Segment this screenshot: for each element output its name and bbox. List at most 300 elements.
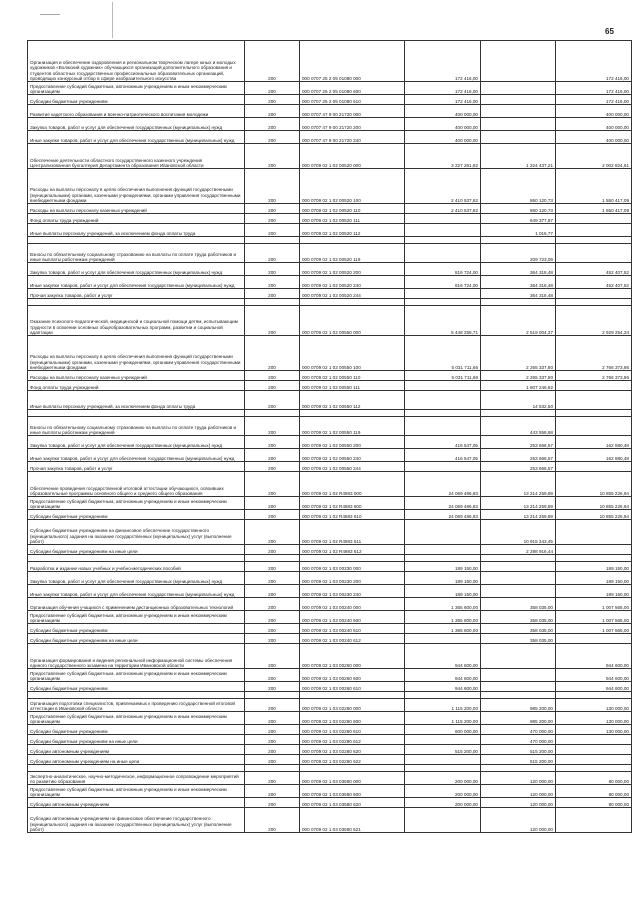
row-budget-code-cell: 000 0709 02 1 02 00520 111	[300, 214, 405, 224]
row-executed-amount-cell: 443 558,68	[481, 417, 556, 436]
row-unexecuted-amount-cell	[556, 391, 632, 410]
row-approved-amount-cell	[405, 520, 481, 545]
table-row	[28, 306, 632, 336]
table-row	[28, 371, 632, 381]
row-approved-amount-cell: 200 000,00	[405, 785, 481, 798]
row-admin-code-cell: 200	[245, 449, 300, 462]
row-admin-code-cell: 200	[245, 436, 300, 449]
table-row	[28, 644, 632, 669]
row-budget-code-cell: 000 0707 47 9 00 21720 000	[300, 105, 405, 118]
table-row	[28, 785, 632, 798]
row-executed-amount-cell: 860 120,73	[481, 204, 556, 214]
row-name-cell: Субсидии бюджетным учреждениям на финансовое обеспечение государственного (муниципального) задания на оказание государственных (муниципальных) услуг (выполнение работ)	[28, 520, 245, 545]
table-row	[28, 692, 632, 699]
row-admin-code-cell: 200	[245, 545, 300, 555]
row-name-cell: Предоставление субсидий бюджетным, автономным учреждениям и иным некоммерческим организациям	[28, 712, 245, 725]
row-unexecuted-amount-cell: 10 855 226,94	[556, 497, 632, 510]
row-executed-amount-cell: 14 532,50	[481, 391, 556, 410]
row-budget-code-cell: 000 0709 02 1 03 03580 620	[300, 798, 405, 808]
row-executed-amount-cell: 120 000,00	[481, 808, 556, 833]
row-approved-amount-cell: 416 547,05	[405, 449, 481, 462]
row-admin-code-cell: 200	[245, 755, 300, 765]
row-approved-amount-cell: 515 200,00	[405, 745, 481, 755]
table-row	[28, 808, 632, 833]
row-approved-amount-cell	[405, 224, 481, 237]
row-name-cell: Прочая закупка товаров, работ и услуг	[28, 289, 245, 299]
table-row	[28, 289, 632, 299]
row-name-cell: Предоставление субсидий бюджетным, автономным учреждениям и иным некоммерческим организациям	[28, 82, 245, 95]
row-name-cell: Взносы по обязательному социальному страхованию на выплаты по оплате труда работников и иные выплаты работникам учреждений	[28, 244, 245, 263]
row-executed-amount-cell	[481, 669, 556, 682]
table-row	[28, 510, 632, 520]
row-approved-amount-cell	[405, 391, 481, 410]
row-executed-amount-cell: 2 298 916,44	[481, 545, 556, 555]
table-row	[28, 497, 632, 510]
row-unexecuted-amount-cell: 162 880,48	[556, 436, 632, 449]
scan-mark	[40, 14, 60, 15]
row-unexecuted-amount-cell: 452 407,52	[556, 263, 632, 276]
row-budget-code-cell: 000 0709 02 1 02 00550 240	[300, 449, 405, 462]
row-executed-amount-cell	[481, 555, 556, 562]
row-executed-amount-cell: 1 807 246,82	[481, 381, 556, 391]
row-unexecuted-amount-cell: 10 855 226,94	[556, 510, 632, 520]
row-executed-amount-cell: 358 035,00	[481, 624, 556, 634]
row-executed-amount-cell: 13 214 259,89	[481, 510, 556, 520]
row-executed-amount-cell: 515 200,00	[481, 755, 556, 765]
row-budget-code-cell: 000 0709 02 1 02 00550 100	[300, 336, 405, 371]
row-executed-amount-cell: 364 318,48	[481, 289, 556, 299]
row-executed-amount-cell: 253 666,57	[481, 436, 556, 449]
row-executed-amount-cell: 120 000,00	[481, 798, 556, 808]
table-row	[28, 391, 632, 410]
row-approved-amount-cell: 1 365 600,00	[405, 611, 481, 624]
table-body	[28, 41, 632, 833]
row-name-cell: Организация формирования и ведения региональной информационной системы обеспечения единого государственного экзамена на территории Ивановской области	[28, 644, 245, 669]
table-row	[28, 449, 632, 462]
row-unexecuted-amount-cell	[556, 410, 632, 417]
row-admin-code-cell: 200	[245, 585, 300, 598]
row-unexecuted-amount-cell	[556, 214, 632, 224]
row-executed-amount-cell	[481, 118, 556, 131]
row-executed-amount-cell: 364 318,48	[481, 263, 556, 276]
row-approved-amount-cell: 1 365 600,00	[405, 624, 481, 634]
row-admin-code-cell: 200	[245, 336, 300, 371]
table-row	[28, 624, 632, 634]
row-unexecuted-amount-cell: 2 766 373,86	[556, 371, 632, 381]
row-approved-amount-cell: 189 150,00	[405, 585, 481, 598]
row-approved-amount-cell	[405, 237, 481, 244]
row-budget-code-cell: 000 0707 25 2 05 01080 000	[300, 41, 405, 82]
table-row	[28, 118, 632, 131]
row-admin-code-cell: 200	[245, 82, 300, 95]
row-budget-code-cell: 000 0709 02 1 02 00550 110	[300, 371, 405, 381]
row-executed-amount-cell	[481, 131, 556, 144]
row-budget-code-cell: 000 0709 02 1 03 02280 612	[300, 735, 405, 745]
table-row	[28, 682, 632, 692]
row-name-cell: Расходы на выплаты персоналу в целях обеспечения выполнения функций государственными (муниципальными) органами, казенными учреждениями, органами управления государственными внебюджетными фондами	[28, 169, 245, 204]
row-executed-amount-cell: 860 120,73	[481, 169, 556, 204]
row-name-cell: Организация подготовки специалистов, привлекаемых к проведению государственной итоговой аттестации в Ивановской области	[28, 699, 245, 712]
row-name-cell: Закупка товаров, работ и услуг для обеспечения государственных (муниципальных) нужд	[28, 263, 245, 276]
row-approved-amount-cell: 189 150,00	[405, 572, 481, 585]
table-row	[28, 244, 632, 263]
row-budget-code-cell: 000 0709 02 1 03 03580 600	[300, 785, 405, 798]
row-approved-amount-cell	[405, 545, 481, 555]
row-approved-amount-cell	[405, 555, 481, 562]
row-admin-code-cell: 200	[245, 772, 300, 785]
row-executed-amount-cell: 364 318,48	[481, 276, 556, 289]
row-approved-amount-cell: 816 724,00	[405, 276, 481, 289]
row-budget-code-cell: 000 0709 02 1 03 00240 610	[300, 624, 405, 634]
row-admin-code-cell	[245, 765, 300, 772]
row-approved-amount-cell: 24 069 486,83	[405, 510, 481, 520]
table-row	[28, 169, 632, 204]
row-unexecuted-amount-cell: 172 416,00	[556, 41, 632, 82]
row-executed-amount-cell: 253 666,57	[481, 449, 556, 462]
row-name-cell: Развитие кадетского образования и военно-патриотического воспитания молодежи	[28, 105, 245, 118]
row-admin-code-cell: 200	[245, 462, 300, 472]
row-name-cell	[28, 410, 245, 417]
row-approved-amount-cell	[405, 755, 481, 765]
row-unexecuted-amount-cell: 1 007 565,00	[556, 598, 632, 611]
row-unexecuted-amount-cell: 10 855 226,94	[556, 472, 632, 497]
row-approved-amount-cell	[405, 289, 481, 299]
row-budget-code-cell: 000 0709 02 1 02 00520 100	[300, 169, 405, 204]
row-approved-amount-cell: 944 600,00	[405, 644, 481, 669]
row-executed-amount-cell	[481, 644, 556, 669]
row-budget-code-cell: 000 0709 02 1 03 02280 000	[300, 699, 405, 712]
row-unexecuted-amount-cell: 1 550 417,09	[556, 204, 632, 214]
row-budget-code-cell: 000 0709 02 1 03 00240 000	[300, 598, 405, 611]
row-admin-code-cell: 200	[245, 644, 300, 669]
table-row	[28, 712, 632, 725]
binding-mark	[112, 2, 119, 38]
table-row	[28, 669, 632, 682]
row-executed-amount-cell: 253 666,57	[481, 462, 556, 472]
row-approved-amount-cell: 5 031 711,66	[405, 336, 481, 371]
row-admin-code-cell: 200	[245, 712, 300, 725]
row-name-cell: Субсидии бюджетным учреждениям на иные цели	[28, 545, 245, 555]
row-name-cell: Взносы по обязательному социальному страхованию на выплаты по оплате труда работников и иные выплаты работникам учреждений	[28, 417, 245, 436]
table-row	[28, 472, 632, 497]
row-admin-code-cell: 200	[245, 41, 300, 82]
row-name-cell: Закупка товаров, работ и услуг для обеспечения государственных (муниципальных) нужд	[28, 118, 245, 131]
row-name-cell: Субсидии бюджетным учреждениям на иные цели	[28, 735, 245, 745]
table-row	[28, 224, 632, 237]
row-unexecuted-amount-cell	[556, 735, 632, 745]
row-unexecuted-amount-cell: 80 000,00	[556, 785, 632, 798]
table-row	[28, 520, 632, 545]
table-row	[28, 772, 632, 785]
row-unexecuted-amount-cell	[556, 224, 632, 237]
row-admin-code-cell: 200	[245, 391, 300, 410]
row-admin-code-cell: 200	[245, 417, 300, 436]
row-admin-code-cell: 200	[245, 118, 300, 131]
row-approved-amount-cell: 3 227 261,82	[405, 144, 481, 169]
row-approved-amount-cell: 416 547,05	[405, 436, 481, 449]
row-admin-code-cell: 200	[245, 682, 300, 692]
row-admin-code-cell: 200	[245, 497, 300, 510]
row-executed-amount-cell	[481, 682, 556, 692]
row-name-cell: Экспертно-аналитическое, научно-методическое, информационное сопровождение мероприятий по развитию образования	[28, 772, 245, 785]
row-budget-code-cell	[300, 237, 405, 244]
row-budget-code-cell: 000 0709 02 1 02 R4983 000	[300, 472, 405, 497]
row-executed-amount-cell	[481, 765, 556, 772]
row-admin-code-cell: 200	[245, 562, 300, 572]
table-row	[28, 105, 632, 118]
row-approved-amount-cell	[405, 299, 481, 306]
table-row	[28, 95, 632, 105]
row-approved-amount-cell: 400 000,00	[405, 105, 481, 118]
table-row	[28, 585, 632, 598]
row-unexecuted-amount-cell	[556, 289, 632, 299]
row-approved-amount-cell: 600 000,00	[405, 725, 481, 735]
row-budget-code-cell	[300, 299, 405, 306]
row-admin-code-cell: 200	[245, 381, 300, 391]
row-admin-code-cell: 200	[245, 510, 300, 520]
row-unexecuted-amount-cell	[556, 745, 632, 755]
row-admin-code-cell: 200	[245, 224, 300, 237]
row-unexecuted-amount-cell: 172 416,00	[556, 95, 632, 105]
row-executed-amount-cell: 209 723,09	[481, 244, 556, 263]
row-admin-code-cell: 200	[245, 263, 300, 276]
row-name-cell	[28, 237, 245, 244]
row-unexecuted-amount-cell: 944 600,00	[556, 644, 632, 669]
row-name-cell: Организация обучения учащихся с применением дистанционных образовательных технологий	[28, 598, 245, 611]
row-budget-code-cell: 000 0709 02 1 02 R4983 600	[300, 497, 405, 510]
row-name-cell	[28, 555, 245, 562]
row-unexecuted-amount-cell: 172 416,00	[556, 82, 632, 95]
row-unexecuted-amount-cell: 1 007 565,00	[556, 624, 632, 634]
row-name-cell: Предоставление субсидий бюджетным, автономным учреждениям и иным некоммерческим организациям	[28, 669, 245, 682]
row-approved-amount-cell	[405, 417, 481, 436]
table-row	[28, 462, 632, 472]
row-executed-amount-cell: 1 016,77	[481, 224, 556, 237]
row-budget-code-cell: 000 0709 02 1 02 00550 111	[300, 381, 405, 391]
row-budget-code-cell: 000 0709 02 1 02 R4983 611	[300, 520, 405, 545]
row-budget-code-cell: 000 0709 02 1 03 02280 600	[300, 712, 405, 725]
row-admin-code-cell: 200	[245, 472, 300, 497]
row-admin-code-cell: 200	[245, 699, 300, 712]
table-row	[28, 745, 632, 755]
row-unexecuted-amount-cell: 189 150,00	[556, 572, 632, 585]
row-approved-amount-cell: 24 069 486,83	[405, 472, 481, 497]
row-budget-code-cell	[300, 410, 405, 417]
row-budget-code-cell: 000 0707 25 2 05 01080 610	[300, 95, 405, 105]
row-unexecuted-amount-cell: 400 000,00	[556, 105, 632, 118]
row-name-cell: Закупка товаров, работ и услуг для обеспечения государственных (муниципальных) нужд	[28, 436, 245, 449]
row-name-cell: Закупка товаров, работ и услуг для обеспечения государственных (муниципальных) нужд	[28, 572, 245, 585]
row-name-cell: Субсидии бюджетным учреждениям	[28, 624, 245, 634]
table-row	[28, 725, 632, 735]
row-executed-amount-cell: 985 200,00	[481, 699, 556, 712]
row-budget-code-cell: 000 0709 02 1 03 03580 000	[300, 772, 405, 785]
row-executed-amount-cell: 470 000,00	[481, 735, 556, 745]
row-budget-code-cell: 000 0709 02 1 03 00260 600	[300, 669, 405, 682]
row-budget-code-cell: 000 0707 25 2 05 01080 600	[300, 82, 405, 95]
row-budget-code-cell: 000 0709 02 1 02 00550 200	[300, 436, 405, 449]
row-budget-code-cell: 000 0709 02 1 02 00520 000	[300, 144, 405, 169]
row-unexecuted-amount-cell: 162 880,48	[556, 449, 632, 462]
row-unexecuted-amount-cell: 189 150,00	[556, 585, 632, 598]
row-approved-amount-cell: 200 000,00	[405, 772, 481, 785]
row-budget-code-cell: 000 0709 02 1 03 02280 622	[300, 755, 405, 765]
row-approved-amount-cell	[405, 244, 481, 263]
row-unexecuted-amount-cell	[556, 237, 632, 244]
row-budget-code-cell: 000 0709 02 1 03 00230 000	[300, 562, 405, 572]
row-admin-code-cell	[245, 692, 300, 699]
row-name-cell	[28, 765, 245, 772]
row-name-cell: Расходы на выплаты персоналу в целях обеспечения выполнения функций государственными (муниципальными) органами, казенными учреждениями, органами управления государственными внебюджетными фондами	[28, 336, 245, 371]
table-row	[28, 562, 632, 572]
row-approved-amount-cell	[405, 765, 481, 772]
table-row	[28, 131, 632, 144]
row-executed-amount-cell: 13 214 259,89	[481, 472, 556, 497]
row-executed-amount-cell: 358 035,00	[481, 611, 556, 624]
row-name-cell: Обеспечение деятельности областного государственного казенного учреждения Централизованная бухгалтерия Департамента образования Ивановской области	[28, 144, 245, 169]
row-unexecuted-amount-cell: 189 150,00	[556, 562, 632, 572]
row-unexecuted-amount-cell: 400 000,00	[556, 131, 632, 144]
row-admin-code-cell: 200	[245, 276, 300, 289]
table-row	[28, 82, 632, 95]
row-budget-code-cell: 000 0709 02 1 03 03580 621	[300, 808, 405, 833]
row-approved-amount-cell: 2 410 537,82	[405, 169, 481, 204]
row-budget-code-cell: 000 0709 02 1 03 00240 612	[300, 634, 405, 644]
row-budget-code-cell: 000 0709 02 1 02 R4983 610	[300, 510, 405, 520]
row-unexecuted-amount-cell: 80 000,00	[556, 772, 632, 785]
row-name-cell: Иные закупки товаров, работ и услуг для обеспечения государственных (муниципальных) нужд	[28, 131, 245, 144]
row-executed-amount-cell: 515 200,00	[481, 745, 556, 755]
table-row	[28, 765, 632, 772]
row-budget-code-cell: 000 0709 02 1 03 00240 600	[300, 611, 405, 624]
row-approved-amount-cell: 944 600,00	[405, 682, 481, 692]
row-name-cell: Иные выплаты персоналу учреждений, за исключением фонда оплаты труда	[28, 224, 245, 237]
table-row	[28, 214, 632, 224]
row-unexecuted-amount-cell: 80 000,00	[556, 798, 632, 808]
table-row	[28, 417, 632, 436]
row-executed-amount-cell	[481, 692, 556, 699]
row-admin-code-cell: 200	[245, 808, 300, 833]
row-admin-code-cell: 200	[245, 572, 300, 585]
row-name-cell: Оказание психолого-педагогической, медицинской и социальной помощи детям, испытывающим трудности в освоении основных общеобразовательных программ, развитии и социальной адаптации	[28, 306, 245, 336]
row-approved-amount-cell	[405, 462, 481, 472]
row-budget-code-cell: 000 0709 02 1 03 00230 240	[300, 585, 405, 598]
row-admin-code-cell	[245, 237, 300, 244]
row-unexecuted-amount-cell	[556, 417, 632, 436]
row-executed-amount-cell: 358 035,00	[481, 598, 556, 611]
row-budget-code-cell	[300, 765, 405, 772]
row-admin-code-cell: 200	[245, 624, 300, 634]
row-budget-code-cell: 000 0709 02 1 03 00230 200	[300, 572, 405, 585]
row-budget-code-cell: 000 0709 02 1 02 00520 110	[300, 204, 405, 214]
row-budget-code-cell: 000 0709 02 1 02 00550 244	[300, 462, 405, 472]
row-name-cell: Предоставление субсидий бюджетным, автономным учреждениям и иным некоммерческим организациям	[28, 785, 245, 798]
row-unexecuted-amount-cell: 452 407,52	[556, 276, 632, 289]
row-budget-code-cell	[300, 692, 405, 699]
row-name-cell: Субсидии бюджетным учреждениям на иные цели	[28, 634, 245, 644]
row-executed-amount-cell	[481, 585, 556, 598]
row-unexecuted-amount-cell	[556, 381, 632, 391]
row-unexecuted-amount-cell	[556, 462, 632, 472]
row-unexecuted-amount-cell	[556, 545, 632, 555]
row-approved-amount-cell: 24 069 486,83	[405, 497, 481, 510]
row-approved-amount-cell: 1 115 200,00	[405, 699, 481, 712]
row-approved-amount-cell: 172 416,00	[405, 41, 481, 82]
row-executed-amount-cell	[481, 562, 556, 572]
row-approved-amount-cell: 944 600,00	[405, 669, 481, 682]
row-approved-amount-cell	[405, 381, 481, 391]
row-budget-code-cell: 000 0709 02 1 02 00550 112	[300, 391, 405, 410]
row-budget-code-cell: 000 0709 02 1 02 00550 000	[300, 306, 405, 336]
row-name-cell: Иные закупки товаров, работ и услуг для обеспечения государственных (муниципальных) нужд	[28, 276, 245, 289]
row-unexecuted-amount-cell: 130 000,00	[556, 712, 632, 725]
row-admin-code-cell: 200	[245, 785, 300, 798]
row-name-cell: Субсидии автономным учреждениям на финансовое обеспечение государственного (муниципального) задания на оказание государственных (муниципальных) услуг (выполнение работ)	[28, 808, 245, 833]
row-executed-amount-cell: 120 000,00	[481, 772, 556, 785]
table-row	[28, 276, 632, 289]
page-number: 65	[605, 27, 614, 36]
row-budget-code-cell: 000 0707 47 9 00 21720 240	[300, 131, 405, 144]
row-admin-code-cell: 200	[245, 611, 300, 624]
row-name-cell	[28, 692, 245, 699]
row-name-cell: Иные выплаты персоналу учреждений, за исключением фонда оплаты труда	[28, 391, 245, 410]
row-name-cell: Субсидии автономным учреждениям	[28, 798, 245, 808]
row-approved-amount-cell: 172 416,00	[405, 95, 481, 105]
row-executed-amount-cell	[481, 82, 556, 95]
table-row	[28, 755, 632, 765]
row-admin-code-cell: 200	[245, 131, 300, 144]
row-admin-code-cell: 200	[245, 169, 300, 204]
row-budget-code-cell: 000 0709 02 1 02 00520 200	[300, 263, 405, 276]
row-executed-amount-cell: 1 224 437,21	[481, 144, 556, 169]
table-row	[28, 436, 632, 449]
table-row	[28, 545, 632, 555]
row-name-cell: Субсидии автономным учреждениям	[28, 745, 245, 755]
row-budget-code-cell	[300, 555, 405, 562]
row-name-cell: Субсидии бюджетным учреждениям	[28, 95, 245, 105]
row-admin-code-cell: 200	[245, 244, 300, 263]
row-admin-code-cell	[245, 410, 300, 417]
row-budget-code-cell: 000 0709 02 1 02 00550 119	[300, 417, 405, 436]
row-admin-code-cell: 200	[245, 735, 300, 745]
row-approved-amount-cell: 189 150,00	[405, 562, 481, 572]
row-approved-amount-cell	[405, 735, 481, 745]
row-admin-code-cell: 200	[245, 289, 300, 299]
row-admin-code-cell: 200	[245, 144, 300, 169]
row-name-cell: Иные закупки товаров, работ и услуг для обеспечения государственных (муниципальных) нужд	[28, 585, 245, 598]
row-name-cell: Прочая закупка товаров, работ и услуг	[28, 462, 245, 472]
row-unexecuted-amount-cell: 944 600,00	[556, 669, 632, 682]
table-row	[28, 634, 632, 644]
row-budget-code-cell: 000 0709 02 1 03 02280 620	[300, 745, 405, 755]
row-admin-code-cell: 200	[245, 306, 300, 336]
row-executed-amount-cell	[481, 410, 556, 417]
row-unexecuted-amount-cell: 1 007 565,00	[556, 611, 632, 624]
row-unexecuted-amount-cell: 2 002 824,61	[556, 144, 632, 169]
row-unexecuted-amount-cell	[556, 755, 632, 765]
row-name-cell	[28, 299, 245, 306]
row-budget-code-cell: 000 0709 02 1 02 00520 244	[300, 289, 405, 299]
row-admin-code-cell: 200	[245, 371, 300, 381]
row-budget-code-cell: 000 0709 02 1 02 00520 119	[300, 244, 405, 263]
row-admin-code-cell	[245, 555, 300, 562]
row-executed-amount-cell: 985 200,00	[481, 712, 556, 725]
table-row	[28, 237, 632, 244]
row-admin-code-cell: 200	[245, 520, 300, 545]
row-executed-amount-cell: 649 377,87	[481, 214, 556, 224]
row-approved-amount-cell	[405, 808, 481, 833]
row-name-cell: Субсидии бюджетным учреждениям	[28, 682, 245, 692]
